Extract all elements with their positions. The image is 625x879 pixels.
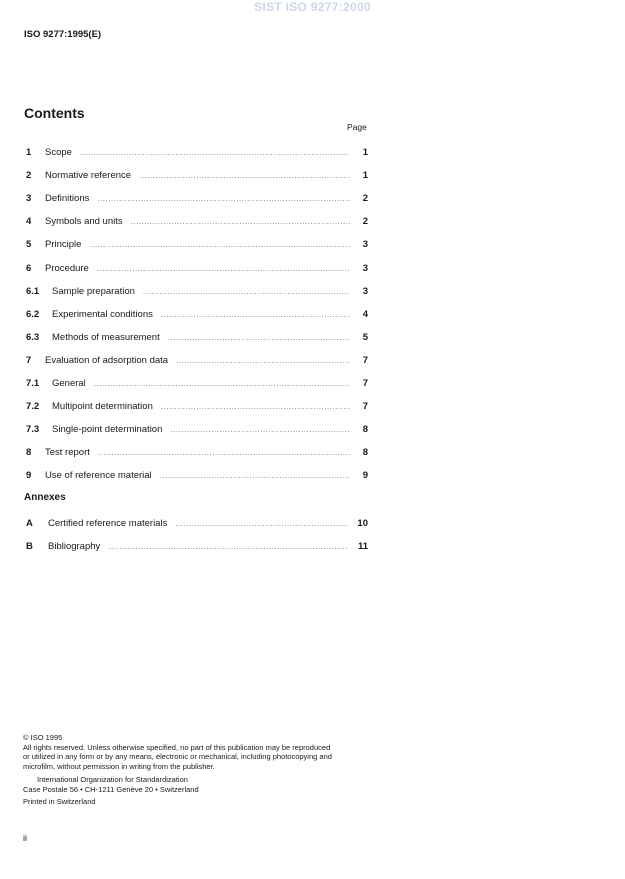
toc-entry[interactable] xyxy=(26,395,368,418)
toc-entry[interactable] xyxy=(26,441,368,464)
copyright-line: © ISO 1995 xyxy=(23,733,63,742)
toc-entry-page: 3 xyxy=(362,262,368,274)
toc-entry-number: 7 xyxy=(26,354,32,366)
dot-leader xyxy=(176,356,350,365)
toc-entry-number: 6 xyxy=(26,262,32,274)
dot-leader xyxy=(108,542,348,551)
toc-entry-title: Methods of measurement xyxy=(52,331,160,343)
toc-entry-page: 4 xyxy=(362,308,368,320)
organization-name: International Organization for Standardization xyxy=(37,774,188,784)
toc-entry-number: 6.2 xyxy=(26,308,40,320)
dot-leader xyxy=(98,448,350,457)
annex-title: Certified reference materials xyxy=(48,518,168,530)
toc-entry-page: 9 xyxy=(362,470,368,482)
toc-entry-title: Multipoint determination xyxy=(52,401,153,413)
watermark: SIST ISO 9277:2000 xyxy=(254,0,371,14)
toc-entry[interactable] xyxy=(26,210,368,233)
toc-entry-number: 7.2 xyxy=(26,401,40,413)
toc-entry-title: Normative reference xyxy=(45,170,132,182)
postal-address: Case Postale 56 • CH-1211 Genève 20 • Switzerland xyxy=(23,784,199,794)
toc-entry-page: 8 xyxy=(362,447,368,459)
toc-entry-title: Principle xyxy=(45,239,82,251)
toc-entry-title: Definitions xyxy=(45,193,90,205)
dot-leader xyxy=(143,287,350,296)
page-number: ii xyxy=(23,833,27,843)
toc-entry-title: Evaluation of adsorption data xyxy=(45,354,169,366)
dot-leader xyxy=(175,519,348,528)
dot-leader xyxy=(168,333,350,342)
toc-entry-page: 7 xyxy=(362,354,368,366)
annex-letter: A xyxy=(26,518,33,530)
toc-entry-title: Symbols and units xyxy=(45,216,123,228)
copyright-notice xyxy=(23,733,373,807)
dot-leader xyxy=(139,171,350,180)
toc-entry[interactable] xyxy=(26,464,368,487)
toc-entry[interactable] xyxy=(26,372,368,395)
toc-entry-page: 3 xyxy=(362,285,368,297)
toc-entry-page: 1 xyxy=(362,147,368,159)
toc-entry-title: General xyxy=(52,377,86,389)
toc-entry-number: 9 xyxy=(26,470,32,482)
dot-leader xyxy=(131,217,350,226)
printed-in: Printed in Switzerland xyxy=(23,797,96,807)
toc-entry-page: 7 xyxy=(362,401,368,413)
toc-entry-title: Use of reference material xyxy=(45,470,152,482)
toc-entry[interactable] xyxy=(26,256,368,279)
toc-entry-number: 7.3 xyxy=(26,424,40,436)
toc-entry-title: Sample preparation xyxy=(52,285,135,297)
annex-entry[interactable] xyxy=(26,535,368,558)
toc-entry-number: 1 xyxy=(26,147,32,159)
toc-entry-page: 7 xyxy=(362,377,368,389)
dot-leader xyxy=(161,402,350,411)
toc-entry-page: 3 xyxy=(362,239,368,251)
toc-entry-number: 6.3 xyxy=(26,331,40,343)
toc-entry-number: 3 xyxy=(26,193,32,205)
dot-leader xyxy=(160,471,350,480)
toc-entry-title: Experimental conditions xyxy=(52,308,153,320)
rights-statement-line: or utilized in any form or by any means, electronic or mechanical, including photocopying and xyxy=(23,752,332,762)
toc-entry[interactable] xyxy=(26,141,368,164)
toc-entry-title: Procedure xyxy=(45,262,89,274)
contents-heading: Contents xyxy=(24,105,85,121)
dot-leader xyxy=(97,264,350,273)
toc-entry[interactable] xyxy=(26,164,368,187)
annex-letter: B xyxy=(26,541,33,553)
toc-entry[interactable] xyxy=(26,349,368,372)
annex-page: 11 xyxy=(357,541,368,553)
dot-leader xyxy=(161,310,350,319)
rights-statement-line: All rights reserved. Unless otherwise specified, no part of this publication may be reproduced xyxy=(23,742,331,752)
toc-entry[interactable] xyxy=(26,326,368,349)
toc-entry-page: 5 xyxy=(362,331,368,343)
annex-title: Bibliography xyxy=(48,541,101,553)
dot-leader xyxy=(80,148,350,157)
toc-entry-number: 2 xyxy=(26,170,32,182)
toc-entry-title: Test report xyxy=(45,447,90,459)
page-column-label: Page xyxy=(347,122,367,132)
toc-entry[interactable] xyxy=(26,418,368,441)
toc-entry-page: 2 xyxy=(362,193,368,205)
toc-entry-number: 8 xyxy=(26,447,32,459)
toc-entry-page: 1 xyxy=(362,170,368,182)
toc-entry[interactable] xyxy=(26,280,368,303)
dot-leader xyxy=(94,379,350,388)
toc-entry[interactable] xyxy=(26,233,368,256)
toc-entry-title: Scope xyxy=(45,147,72,159)
annex-page: 10 xyxy=(357,518,368,530)
toc-entry-number: 7.1 xyxy=(26,377,40,389)
dot-leader xyxy=(89,240,350,249)
annex-entry[interactable] xyxy=(26,512,368,535)
document-identifier: ISO 9277:1995(E) xyxy=(24,29,102,40)
dot-leader xyxy=(97,194,350,203)
toc-entry-number: 4 xyxy=(26,216,32,228)
annexes-heading: Annexes xyxy=(24,492,66,503)
toc-entry-number: 5 xyxy=(26,239,32,251)
toc-entry-number: 6.1 xyxy=(26,285,40,297)
toc-entry-page: 8 xyxy=(362,424,368,436)
toc-entry-title: Single-point determination xyxy=(52,424,163,436)
toc-entry[interactable] xyxy=(26,187,368,210)
toc-entry[interactable] xyxy=(26,303,368,326)
rights-statement-line: microfilm, without permission in writing from the publisher. xyxy=(23,762,215,772)
dot-leader xyxy=(170,425,350,434)
toc-entry-page: 2 xyxy=(362,216,368,228)
annex-list xyxy=(26,512,368,558)
table-of-contents xyxy=(26,141,368,487)
